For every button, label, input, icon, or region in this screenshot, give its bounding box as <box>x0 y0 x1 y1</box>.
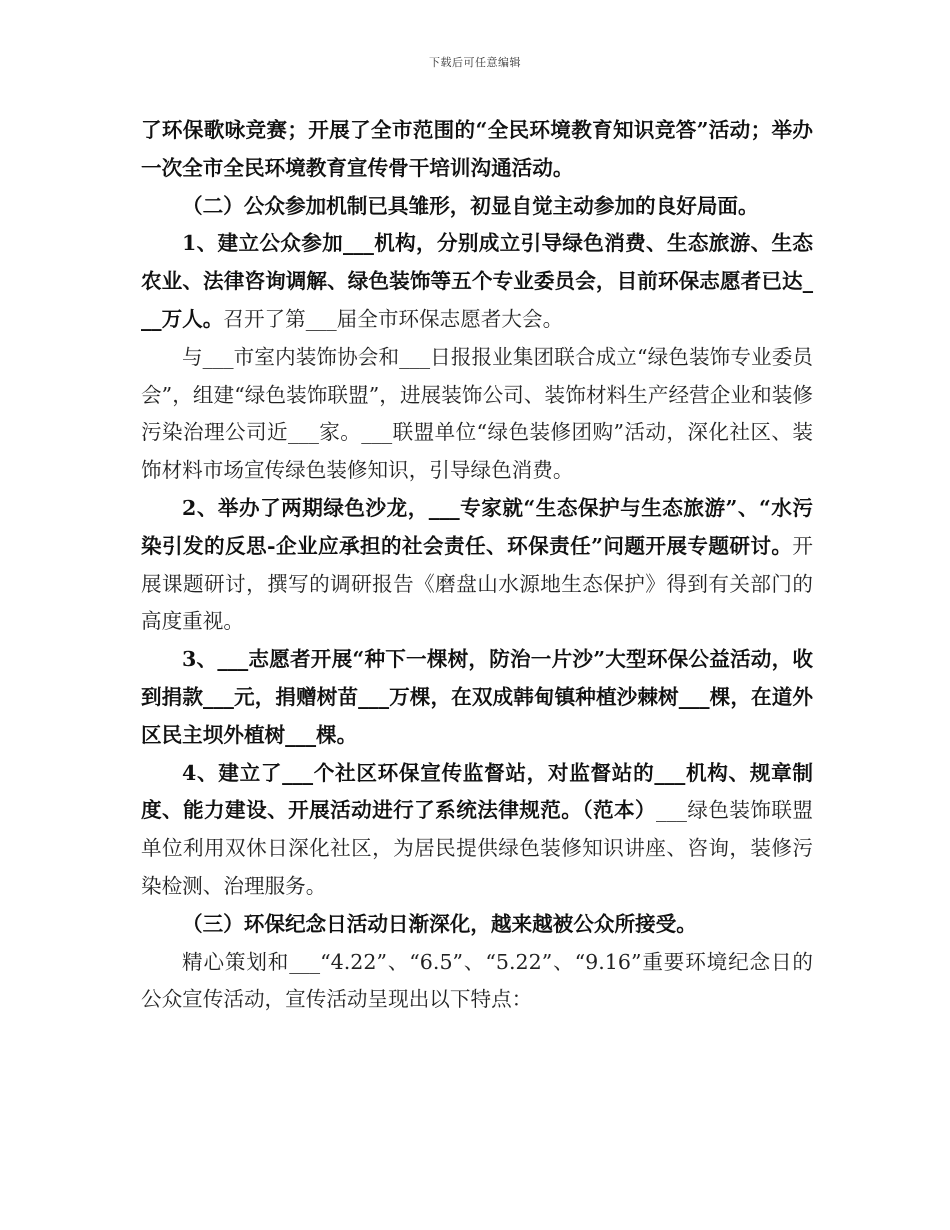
page-header: 下载后可任意编辑 <box>429 56 521 69</box>
paragraph-item-4-normal: ___绿色装饰联盟单位利用双休日深化社区，为居民提供绿色装修知识讲座、咨询，装修污染检测、治理服务。 <box>141 798 814 898</box>
paragraph-item-1-normal: 召开了第___届全市环保志愿者大会。 <box>223 306 564 331</box>
paragraph-item-1-bold: 1、建立公众参加___机构，分别成立引导绿色消费、生态旅游、生态农业、法律咨询调解、绿色装饰等五个专业委员会，目前环保志愿者已达___万人。 <box>141 231 813 331</box>
section-heading-2 <box>141 188 813 226</box>
paragraph-green-decoration <box>141 339 813 490</box>
document-body <box>141 112 813 1019</box>
paragraph-commemoration-text: 精心策划和___“4.22”、“6.5”、“5.22”、“9.16”重要环境纪念日的公众宣传活动，宣传活动呈现出以下特点： <box>141 949 813 1012</box>
paragraph-item-3-text: 3、___志愿者开展“种下一棵树，防治一片沙”大型环保公益活动，收到捐款___元，捐赠树苗___万棵，在双成韩甸镇种植沙棘树___棵，在道外区民主坝外植树___棵。 <box>141 647 813 747</box>
section-heading-3 <box>141 906 813 944</box>
paragraph-item-2-normal: 开展课题研讨，撰写的调研报告《磨盘山水源地生态保护》得到有关部门的高度重视。 <box>141 533 813 634</box>
paragraph-item-1 <box>141 225 813 338</box>
paragraph-green-decoration-text: 与___市室内装饰协会和___日报报业集团联合成立“绿色装饰专业委员会”，组建“绿色装饰联盟”，进展装饰公司、装饰材料生产经营企业和装修污染治理公司近___家。___联盟单位“绿色装修团购”活动，深化社区、装饰材料市场宣传绿色装修知识，引导绿色消费。 <box>141 344 813 483</box>
paragraph-item-4 <box>141 755 813 906</box>
paragraph-item-2 <box>141 490 813 641</box>
paragraph-commemoration <box>141 944 813 1020</box>
paragraph-item-2-bold: 2、举办了两期绿色沙龙，___专家就“生态保护与生态旅游”、“水污染引发的反思-企业应承担的社会责任、环保责任”问题开展专题研讨。 <box>141 495 813 558</box>
section-heading-2-text: （二）公众参加机制已具雏形，初显自觉主动参加的良好局面。 <box>182 193 759 218</box>
section-heading-3-text: （三）环保纪念日活动日渐深化，越来越被公众所接受。 <box>182 911 697 936</box>
paragraph-1-text: 了环保歌咏竞赛；开展了全市范围的“全民环境教育知识竞答”活动；举办一次全市全民环境教育宣传骨干培训沟通活动。 <box>141 118 813 180</box>
paragraph-item-4-bold: 4、建立了___个社区环保宣传监督站，对监督站的___机构、规章制度、能力建设、开展活动进行了系统法律规范。（范本） <box>141 760 813 823</box>
paragraph-1 <box>141 112 813 188</box>
paragraph-item-3 <box>141 641 813 754</box>
